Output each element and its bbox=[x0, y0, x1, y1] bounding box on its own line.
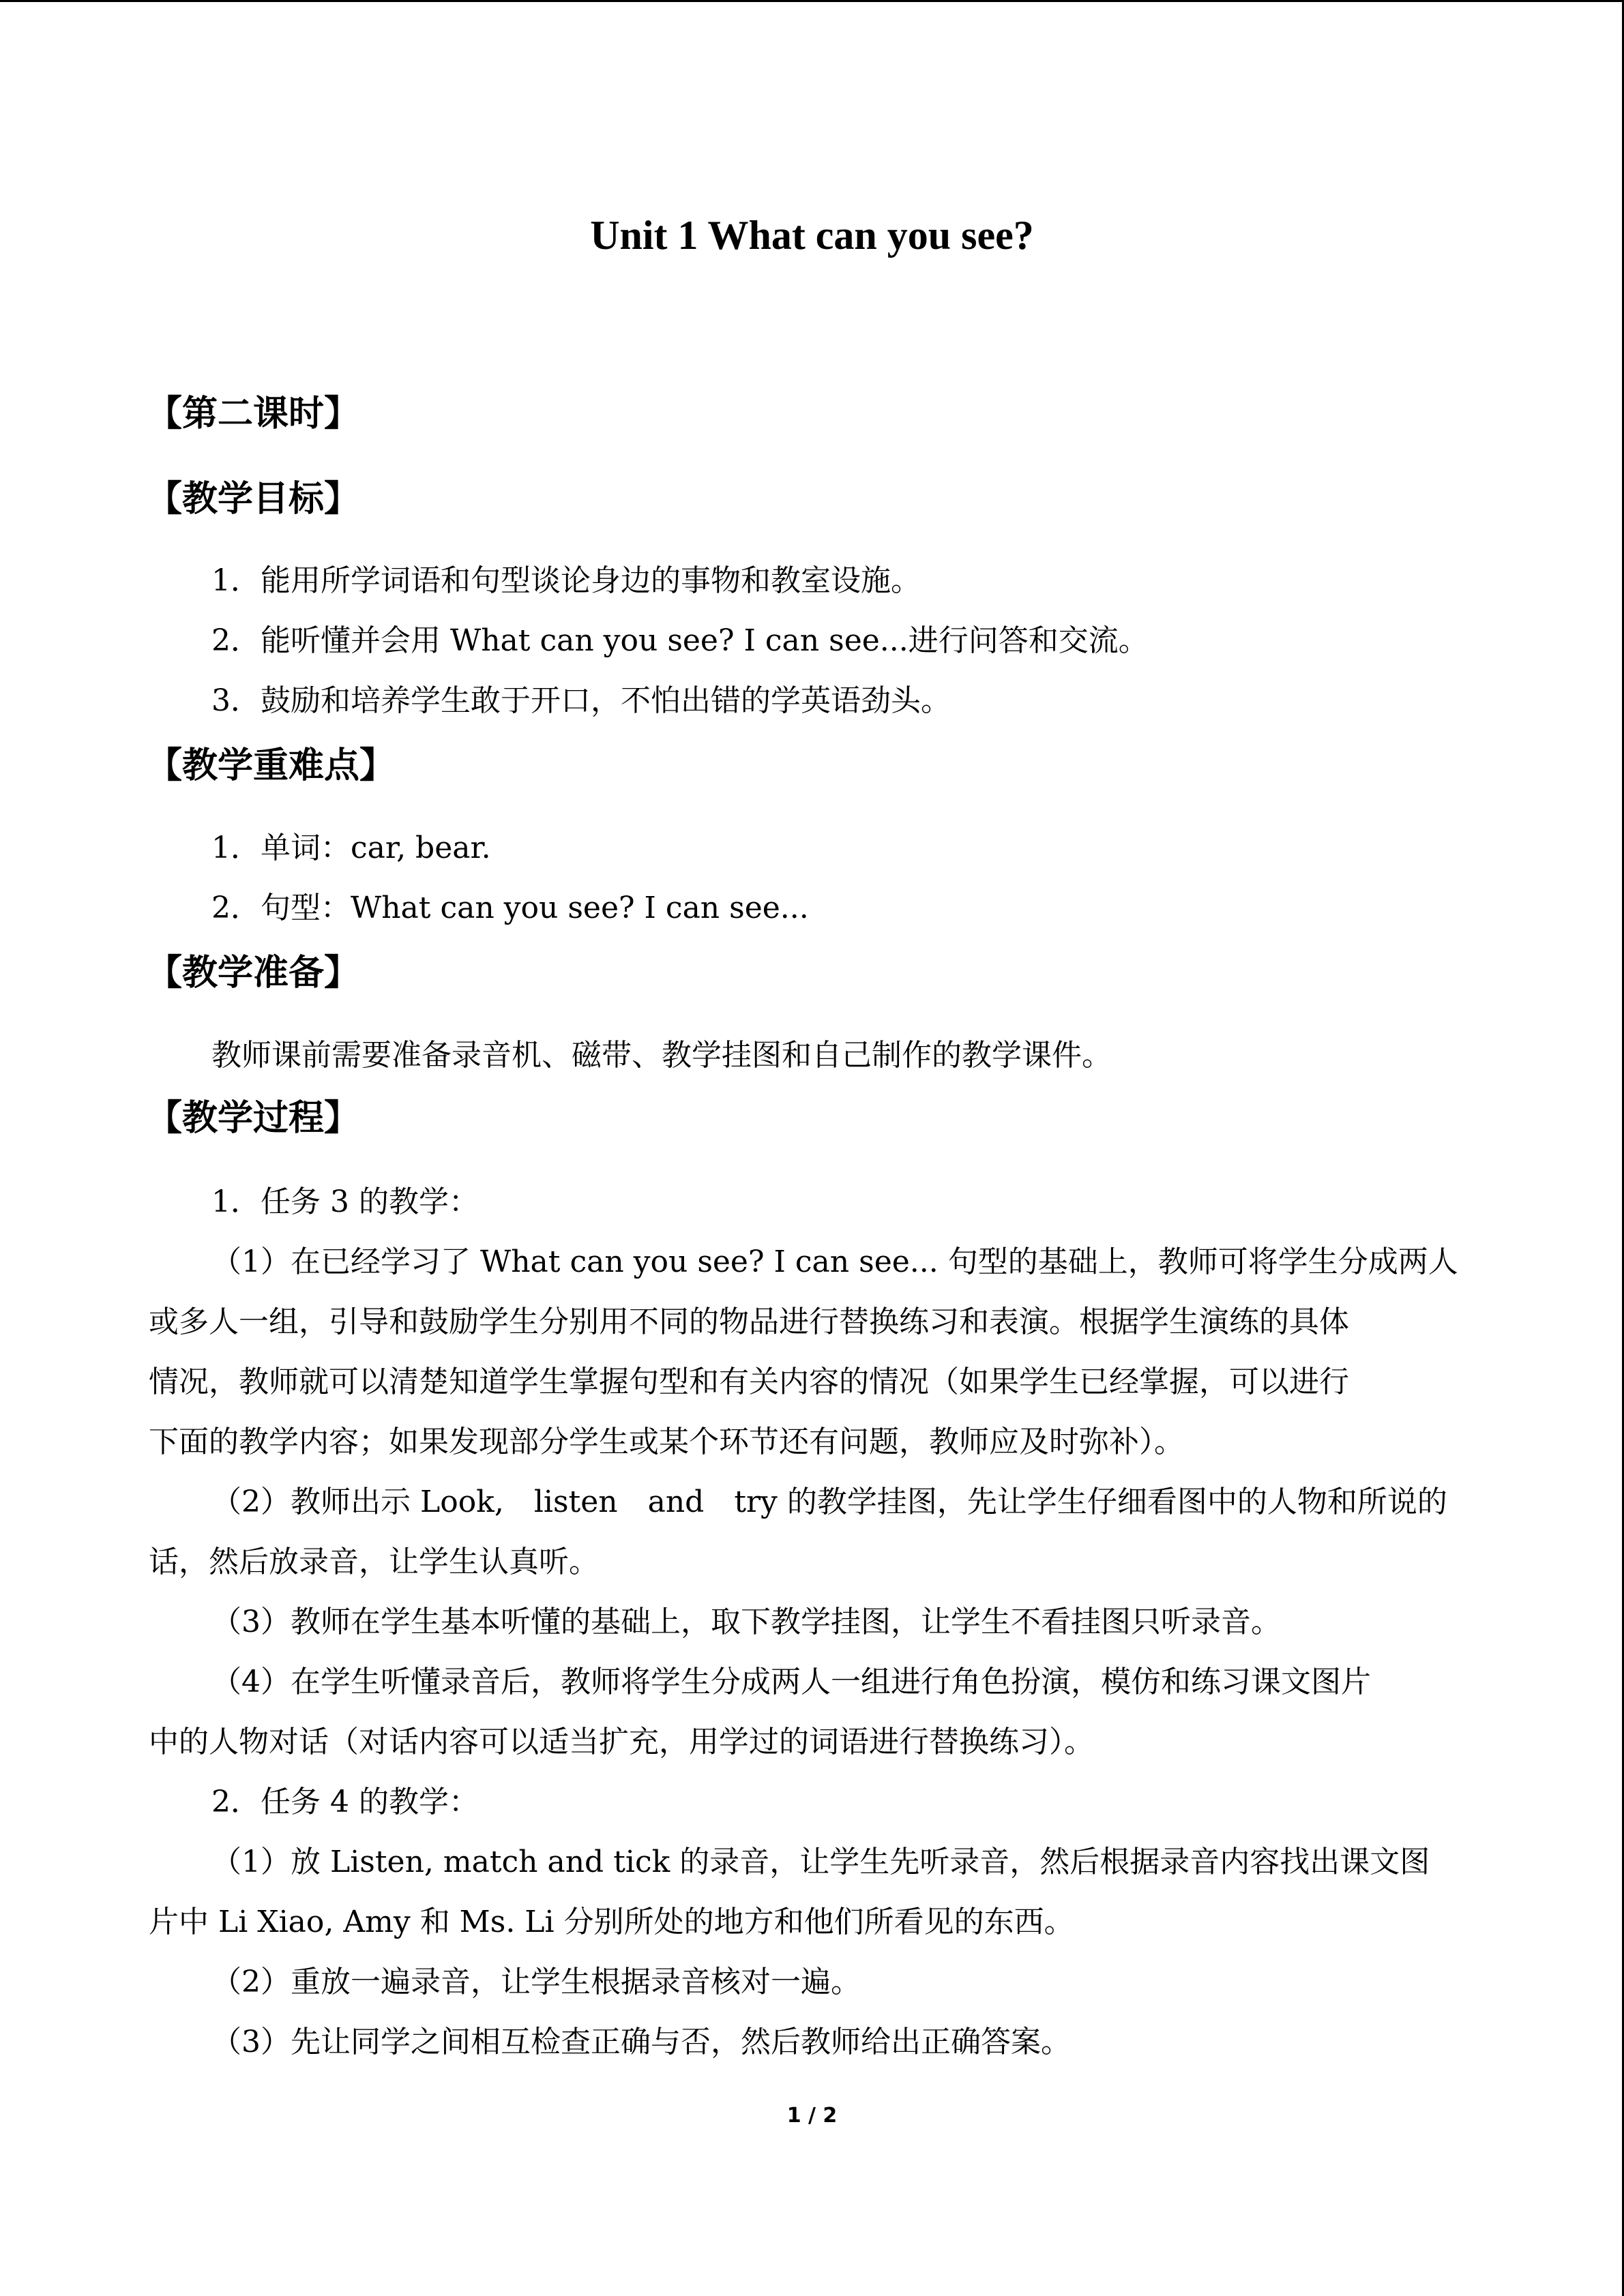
key-point-item: 1．单词：car, bear. bbox=[211, 831, 491, 865]
objective-item: 1．能用所学词语和句型谈论身边的事物和教室设施。 bbox=[211, 563, 921, 598]
paragraph-line: （4）在学生听懂录音后，教师将学生分成两人一组进行角色扮演，模仿和练习课文图片 bbox=[211, 1665, 1371, 1699]
paragraph-line: （1）在已经学习了 What can you see? I can see... 句型的基础上，教师可将学生分成两人 bbox=[211, 1244, 1458, 1279]
paragraph-line: （3）先让同学之间相互检查正确与否，然后教师给出正确答案。 bbox=[211, 2025, 1071, 2059]
objective-item: 2．能听懂并会用 What can you see? I can see...进行问答和交流。 bbox=[211, 623, 1149, 658]
paragraph-line: 或多人一组，引导和鼓励学生分别用不同的物品进行替换练习和表演。根据学生演练的具体 bbox=[149, 1304, 1349, 1339]
paragraph-line: 中的人物对话（对话内容可以适当扩充，用学过的词语进行替换练习）。 bbox=[149, 1725, 1094, 1759]
paragraph-line: 下面的教学内容；如果发现部分学生或某个环节还有问题，教师应及时弥补）。 bbox=[149, 1425, 1184, 1459]
paragraph-line: （3）教师在学生基本听懂的基础上，取下教学挂图，让学生不看挂图只听录音。 bbox=[211, 1605, 1281, 1639]
heading-preparation: 【教学准备】 bbox=[147, 953, 360, 994]
paragraph-line: （2）重放一遍录音，让学生根据录音核对一遍。 bbox=[211, 1965, 861, 1999]
document-title: Unit 1 What can you see? bbox=[590, 213, 1034, 258]
page-number: 1 / 2 bbox=[786, 2104, 838, 2128]
paragraph-line: 片中 Li Xiao, Amy 和 Ms. Li 分别所处的地方和他们所看见的东西。 bbox=[149, 1905, 1074, 1939]
heading-key-points: 【教学重难点】 bbox=[147, 745, 396, 786]
paragraph-line: 话，然后放录音，让学生认真听。 bbox=[149, 1545, 599, 1579]
heading-process: 【教学过程】 bbox=[147, 1098, 360, 1139]
preparation-text: 教师课前需要准备录音机、磁带、教学挂图和自己制作的教学课件。 bbox=[211, 1038, 1112, 1073]
heading-objectives: 【教学目标】 bbox=[147, 479, 360, 520]
heading-lesson: 【第二课时】 bbox=[147, 393, 360, 434]
objective-item: 3．鼓励和培养学生敢于开口，不怕出错的学英语劲头。 bbox=[211, 683, 951, 718]
paragraph-line: （2）教师出示 Look, listen and try 的教学挂图，先让学生仔细看图中的人物和所说的 bbox=[211, 1485, 1447, 1519]
paragraph-line: 情况，教师就可以清楚知道学生掌握句型和有关内容的情况（如果学生已经掌握，可以进行 bbox=[149, 1365, 1349, 1399]
key-point-item: 2．句型：What can you see? I can see... bbox=[211, 891, 809, 925]
task-title: 1．任务 3 的教学： bbox=[211, 1184, 479, 1219]
paragraph-line: （1）放 Listen, match and tick 的录音，让学生先听录音，然后根据录音内容找出课文图 bbox=[211, 1845, 1430, 1879]
task-title: 2．任务 4 的教学： bbox=[211, 1785, 479, 1819]
